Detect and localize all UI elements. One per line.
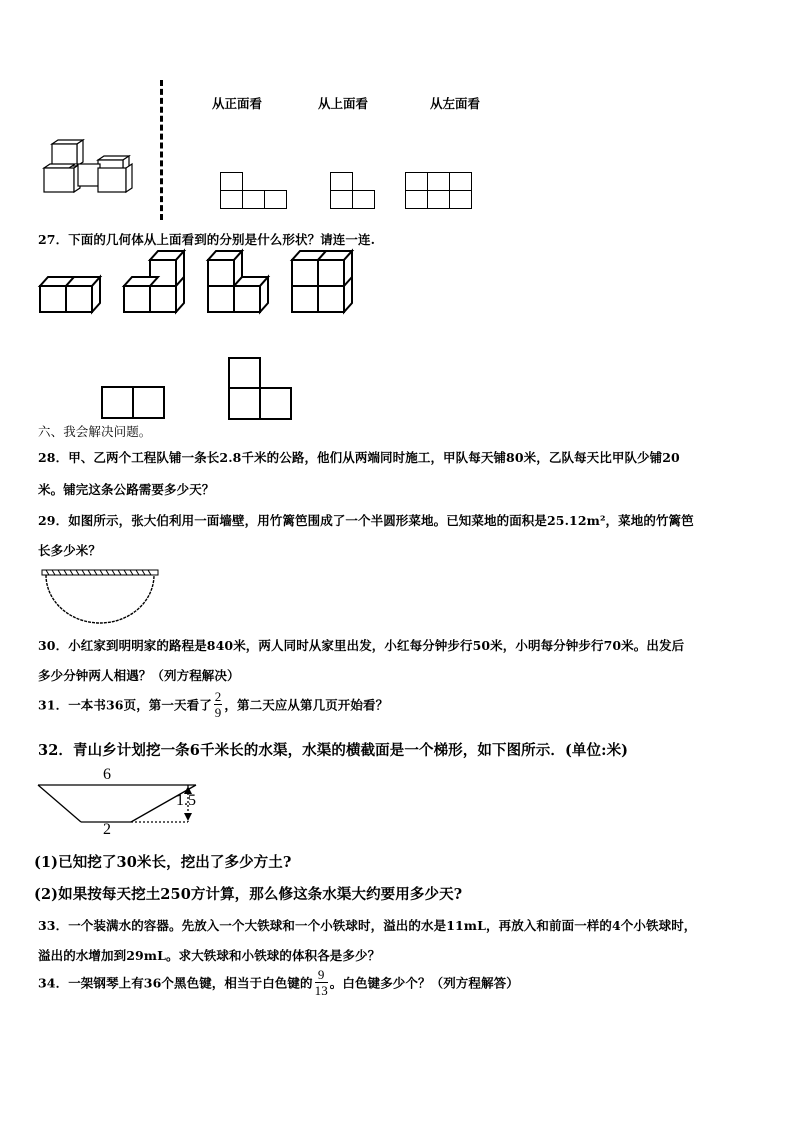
solid-figure-1 <box>38 244 102 316</box>
front-view-grid <box>220 172 290 212</box>
question-31 <box>38 690 388 719</box>
question-32-part-1: (1)已知挖了30米长，挖出了多少方土? <box>34 854 292 871</box>
trapezoid-height-label: 1.5 <box>176 792 196 809</box>
fraction-9-13 <box>315 968 328 997</box>
view-label-top: 从上面看 <box>318 96 369 111</box>
question-28-line-1: 28．甲、乙两个工程队铺一条长2.8千米的公路，他们从两端同时施工，甲队每天铺80米，乙队每天比甲队少铺20 <box>38 450 680 465</box>
question-32: 32．青山乡计划挖一条6千米长的水渠，水渠的横截面是一个梯形，如下图所示．(单位:米) <box>38 742 629 759</box>
section-6-heading: 六、我会解决问题。 <box>38 424 152 439</box>
trapezoid-top-label: 6 <box>103 766 111 783</box>
question-34-text-a: 34．一架钢琴上有36个黑色键，相当于白色键的 <box>38 975 313 991</box>
answer-shape-l-shape <box>228 357 294 421</box>
fraction-denominator: 13 <box>314 983 328 998</box>
question-28-line-2: 米。铺完这条公路需要多少天？ <box>38 482 215 497</box>
dashed-divider <box>160 80 163 220</box>
top-view-grid <box>330 172 380 212</box>
question-32-part-2: (2)如果按每天挖土250方计算，那么修这条水渠大约要用多少天? <box>34 886 463 903</box>
question-29-line-1: 29．如图所示，张大伯利用一面墙壁，用竹篱笆围成了一个半圆形菜地。已知菜地的面积是25.12m²，菜地的竹篱笆 <box>38 513 694 528</box>
question-34 <box>38 968 519 997</box>
question-33-line-1: 33．一个装满水的容器。先放入一个大铁球和一个小铁球时，溢出的水是11mL，再放入和前面一样的4个小铁球时， <box>38 918 697 933</box>
question-31-text-a: 31．一本书36页，第一天看了 <box>38 697 212 713</box>
fraction-2-9 <box>214 690 223 719</box>
solid-figure-3 <box>206 244 270 316</box>
question-30-line-2: 多少分钟两人相遇？（列方程解决） <box>38 668 240 683</box>
cube-assembly-figure <box>40 140 140 195</box>
left-view-grid <box>405 172 477 212</box>
answer-shape-two-squares <box>101 386 167 420</box>
question-30-line-1: 30．小红家到明明家的路程是840米，两人同时从家里出发，小红每分钟步行50米，小明每分钟步行70米。出发后 <box>38 638 685 653</box>
solid-figure-4 <box>290 244 354 316</box>
fraction-numerator: 2 <box>214 689 222 704</box>
question-29-line-2: 长多少米？ <box>38 543 102 558</box>
view-label-front: 从正面看 <box>212 96 263 111</box>
question-31-text-b: ，第二天应从第几页开始看？ <box>224 697 389 713</box>
semicircle-garden-figure <box>40 566 162 626</box>
question-27: 27．下面的几何体从上面看到的分别是什么形状？请连一连. <box>38 232 376 247</box>
trapezoid-bottom-label: 2 <box>103 821 111 838</box>
fraction-denominator: 9 <box>214 705 222 720</box>
solid-figure-2 <box>122 244 186 316</box>
question-34-text-b: 。白色键多少个？（列方程解答） <box>329 975 519 991</box>
fraction-numerator: 9 <box>315 968 328 983</box>
question-33-line-2: 溢出的水增加到29mL。求大铁球和小铁球的体积各是多少？ <box>38 948 381 963</box>
view-label-left: 从左面看 <box>430 96 481 111</box>
